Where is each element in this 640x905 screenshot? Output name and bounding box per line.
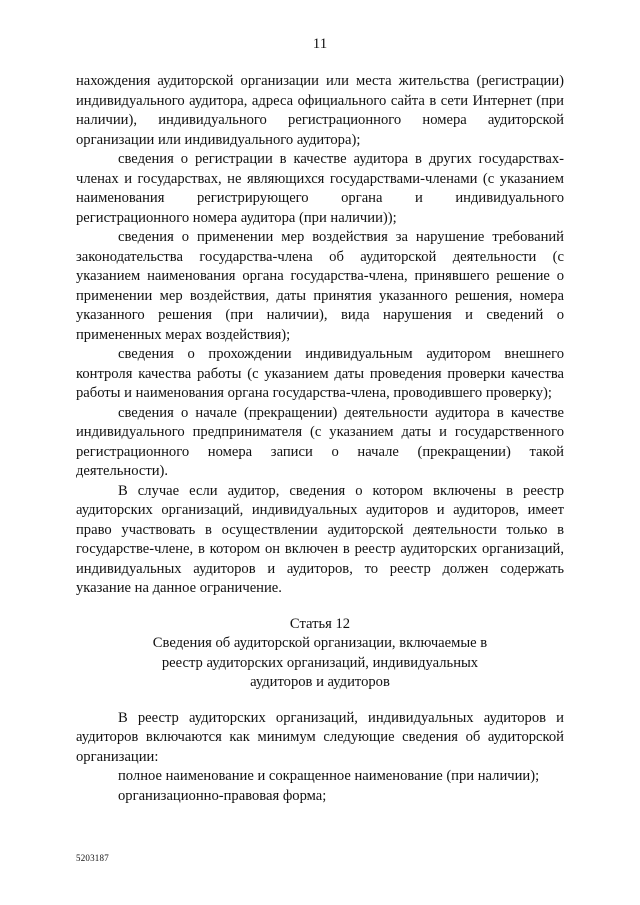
- article-intro-paragraph: В реестр аудиторских организаций, индивидуальных аудиторов и аудиторов включаются как минимум следующие сведения об аудиторской организации:: [76, 709, 564, 765]
- list-item: организационно-правовая форма;: [118, 787, 327, 804]
- paragraph-quality-control: сведения о прохождении индивидуальным аудитором внешнего контроля качества работы (с указанием даты проведения проверки качества работы и наименования органа государства-члена, проводившего проверку);: [76, 346, 564, 401]
- paragraph-entrepreneur-activity: сведения о начале (прекращении) деятельности аудитора в качестве индивидуального предпринимателя (с указанием даты и государственного регистрационного номера записи о начале (прекращении) такой деятельности).: [76, 404, 564, 479]
- article-number: Статья 12: [289, 615, 351, 632]
- article-title-line: Сведения об аудиторской организации, включаемые в: [152, 635, 488, 651]
- article-heading: [76, 615, 564, 693]
- paragraph-enforcement-measures: сведения о применении мер воздействия за нарушение требований законодательства государства-члена об аудиторской деятельности (с указанием наименования органа государства-члена, принявшего решение о применении мер воздействия, даты принятия указанного решения, номера указанного решения (при наличии), вида нарушения и сведений о примененных мерах воздействия);: [76, 229, 564, 343]
- document-code: 5203187: [76, 853, 109, 863]
- document-body: [76, 72, 564, 806]
- article-title-line: реестр аудиторских организаций, индивидуальных: [161, 654, 479, 671]
- paragraph-registration-other-states: сведения о регистрации в качестве аудитора в других государствах-членах и государствах, не являющихся государствами-членами (с указанием наименования регистрирующего органа и индивидуального регистрационного номера аудитора (при наличии));: [76, 151, 564, 226]
- article-title-line: аудиторов и аудиторов: [250, 674, 390, 690]
- paragraph-continuation: нахождения аудиторской организации или места жительства (регистрации) индивидуального аудитора, адреса официального сайта в сети Интернет (при наличии), индивидуального регистрационного номера аудиторской организации или индивидуального аудитора);: [76, 73, 564, 148]
- page-number: 11: [312, 36, 328, 52]
- list-item: полное наименование и сокращенное наименование (при наличии);: [118, 768, 540, 784]
- paragraph-restriction: В случае если аудитор, сведения о котором включены в реестр аудиторских организаций, индивидуальных аудиторов и аудиторов, имеет право участвовать в осуществлении аудиторской деятельности только в государстве-члене, в котором он включен в реестр аудиторских организаций, индивидуальных аудиторов и аудиторов, то реестр должен содержать указание на данное ограничение.: [76, 482, 564, 596]
